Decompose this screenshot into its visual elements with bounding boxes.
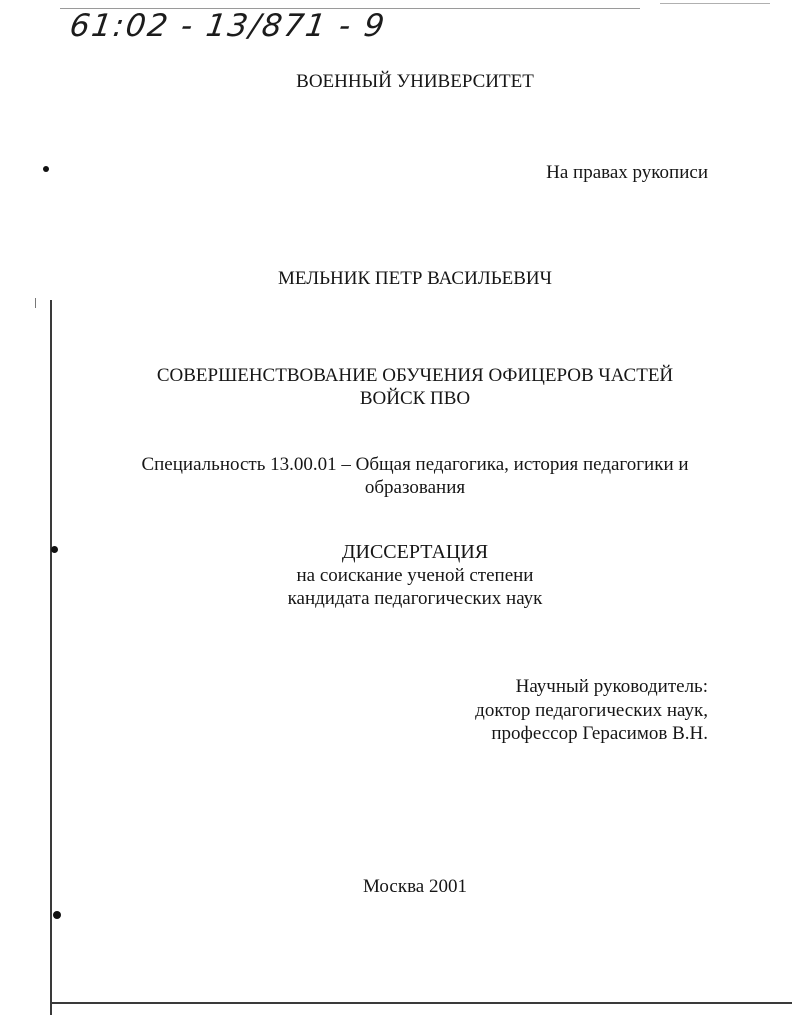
degree-line: на соискание ученой степени (296, 565, 534, 586)
manuscript-note: На правах рукописи (546, 162, 708, 183)
title-line: СОВЕРШЕНСТВОВАНИЕ ОБУЧЕНИЯ ОФИЦЕРОВ ЧАСТЕЙ (156, 365, 674, 386)
dissertation-title (70, 364, 760, 410)
supervisor-label: Научный руководитель: (515, 676, 708, 697)
degree-line: кандидата педагогических наук (287, 588, 543, 609)
title-line: ВОЙСК ПВО (359, 388, 471, 409)
scan-artifact-top-line (660, 3, 770, 4)
degree-block (70, 541, 760, 610)
scan-border-left (50, 300, 52, 1015)
specialty-line: образования (364, 477, 466, 498)
scan-border-bottom (50, 1002, 792, 1004)
city-year: Москва 2001 (363, 876, 467, 897)
scan-artifact-tick (35, 298, 36, 308)
author-name: МЕЛЬНИК ПЕТР ВАСИЛЬЕВИЧ (278, 268, 552, 289)
specialty (70, 453, 760, 499)
binding-hole-mark (53, 911, 61, 919)
handwritten-catalog-number: 61:02 - 13/871 - 9 (67, 8, 389, 44)
binding-hole-mark (51, 546, 58, 553)
supervisor-block (475, 675, 708, 746)
specialty-line: Специальность 13.00.01 – Общая педагогика, история педагогики и (141, 454, 689, 475)
document-type: ДИССЕРТАЦИЯ (341, 541, 489, 563)
binding-hole-mark (43, 166, 49, 172)
supervisor-name: профессор Герасимов В.Н. (491, 723, 708, 744)
supervisor-degree: доктор педагогических наук, (475, 699, 708, 721)
institution-name: ВОЕННЫЙ УНИВЕРСИТЕТ (296, 71, 534, 92)
